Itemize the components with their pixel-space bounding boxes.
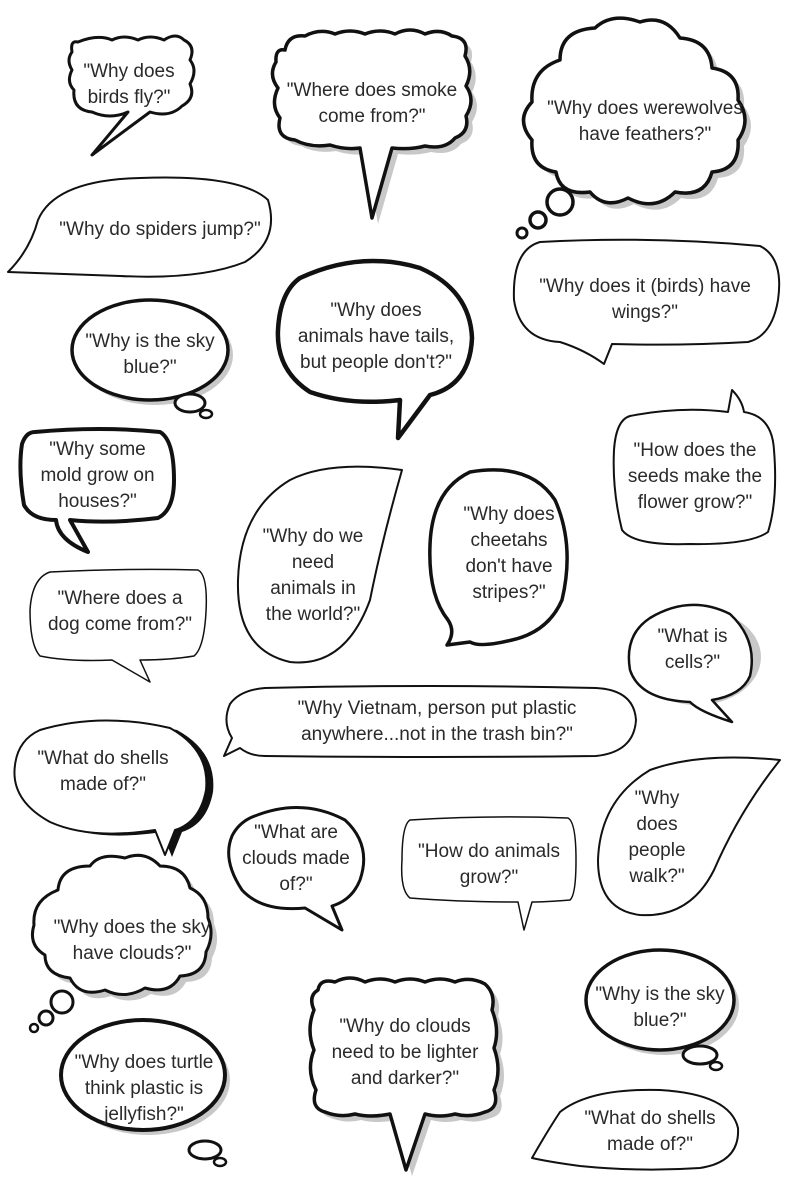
question-text: "Where does a dog come from?" xyxy=(47,588,193,635)
question-text: "Why does it (birds) have wings?" xyxy=(539,276,751,323)
question-text: "Why does the sky have clouds?" xyxy=(53,917,211,964)
question-text: "Why does turtle think plastic is jellyfish?" xyxy=(74,1052,214,1125)
question-text: "Why do clouds need to be lighter and darker?" xyxy=(331,1016,479,1089)
question-text: "Why do we need animals in the world?" xyxy=(262,526,364,625)
question-text: "Why does cheetahs don't have stripes?" xyxy=(463,504,555,603)
question-text: "Where does smoke come from?" xyxy=(286,80,458,127)
question-text: "How does the seeds make the flower grow?" xyxy=(627,440,763,513)
question-text: "Why Vietnam, person put plastic anywhere...not in the trash bin?" xyxy=(297,698,577,745)
question-text: "How do animals grow?" xyxy=(418,841,560,888)
question-text: "Why some mold grow on houses?" xyxy=(40,439,155,512)
question-text: "What do shells made of?" xyxy=(37,748,169,795)
question-text: "Why is the sky blue?" xyxy=(595,984,725,1031)
question-text: "Why is the sky blue?" xyxy=(85,331,215,378)
question-text: "Why does people walk?" xyxy=(628,788,686,887)
question-text: "What is cells?" xyxy=(657,626,728,673)
question-text: "What do shells made of?" xyxy=(584,1108,716,1155)
question-text: "What are clouds made of?" xyxy=(242,822,350,895)
question-text: "Why does animals have tails, but people don't?" xyxy=(297,300,455,373)
question-text: "Why do spiders jump?" xyxy=(59,219,261,240)
question-text: "Why does werewolves have feathers?" xyxy=(547,98,743,145)
question-text: "Why does birds fly?" xyxy=(83,61,175,108)
